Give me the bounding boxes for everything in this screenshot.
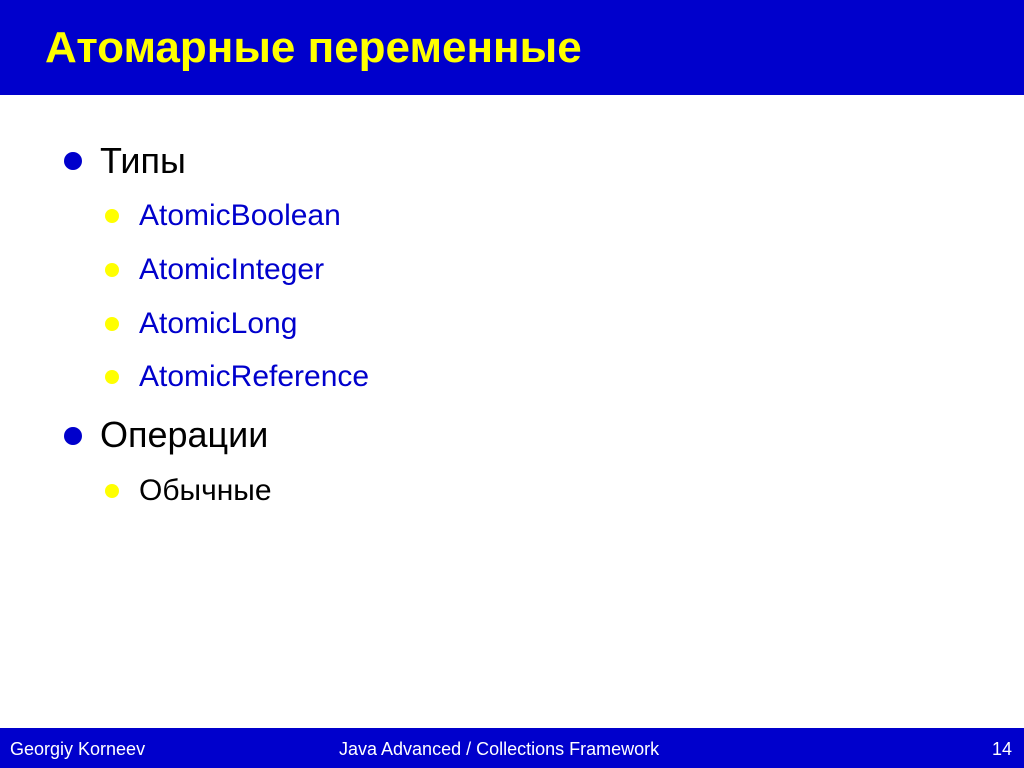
slide-title: Атомарные переменные [45,23,582,72]
bullet-operations: Операции [100,414,269,455]
bullet-types: Типы [100,140,186,181]
sub-bullet-dot-icon [105,209,119,223]
footer-bar [0,730,1024,768]
sub-item-atomicboolean: AtomicBoolean [139,199,341,232]
sub-bullet-dot-icon [105,484,119,498]
sub-item-atomicinteger: AtomicInteger [139,253,325,286]
footer-page-number: 14 [991,739,1012,759]
sub-bullet-dot-icon [105,370,119,384]
bullet-dot-icon [64,152,82,170]
footer-course: Java Advanced / Collections Framework [339,739,660,759]
bullet-dot-icon [64,427,82,445]
footer-author: Georgiy Korneev [10,739,146,759]
sub-bullet-dot-icon [105,317,119,331]
sub-item-atomicreference: AtomicReference [139,360,370,393]
sub-bullet-dot-icon [105,263,119,277]
sub-item-regular: Обычные [139,474,272,507]
sub-item-atomiclong: AtomicLong [139,307,298,340]
